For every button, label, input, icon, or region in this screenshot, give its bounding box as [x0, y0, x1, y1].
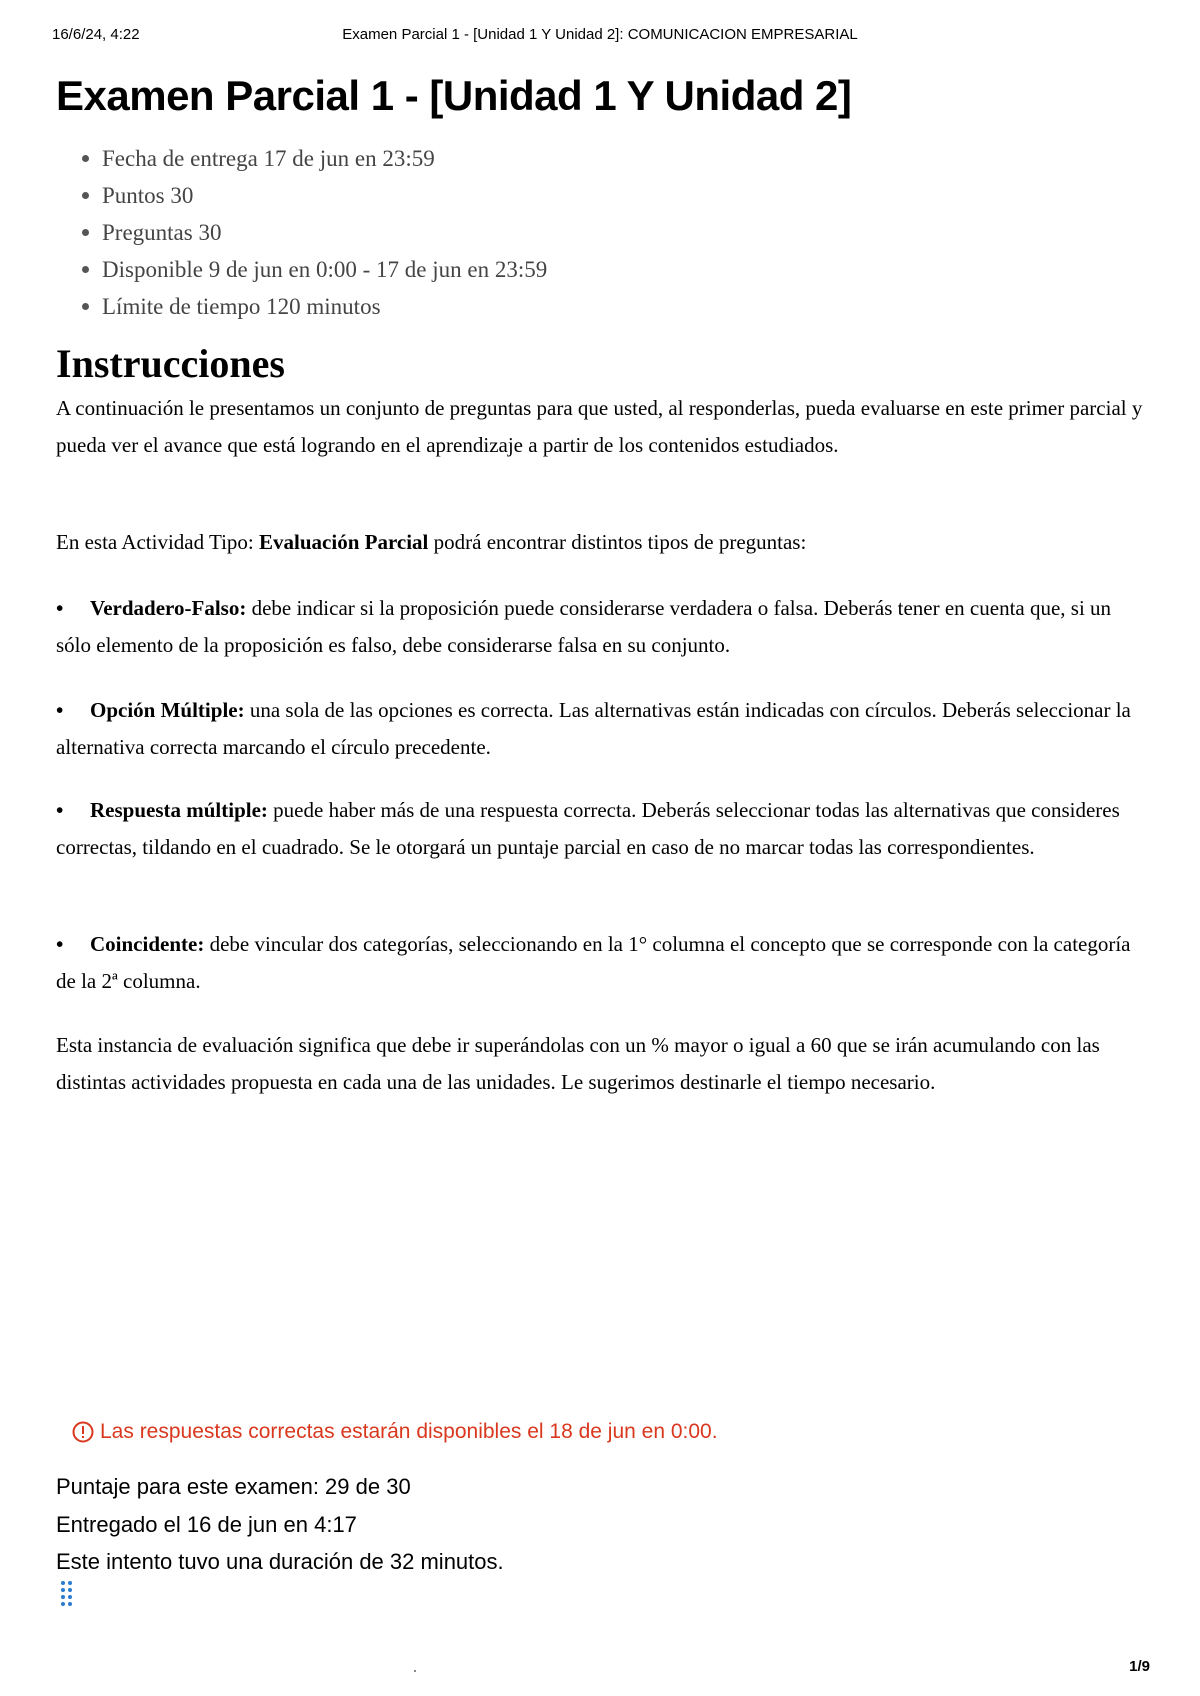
due-date: Fecha de entrega 17 de jun en 23:59: [102, 140, 547, 177]
questions-count: Preguntas 30: [102, 214, 547, 251]
instructions-intro: A continuación le presentamos un conjunto de preguntas para que usted, al responderlas, pueda evaluarse en este primer parcial y pueda ver el avance que está logrando en el aprendizaje a partir de los contenidos estudiados.: [56, 396, 1143, 457]
activity-type: [56, 524, 1146, 561]
availability: Disponible 9 de jun en 0:00 - 17 de jun en 23:59: [102, 251, 547, 288]
question-type-desc: puede haber más de una respuesta correcta. Deberás seleccionar todas las alternativas que consideres correctas, tildando en el cuadrado. Se le otorgará un puntaje parcial en caso de no marcar todas las correspondientes.: [56, 798, 1120, 859]
activity-type-suffix: podrá encontrar distintos tipos de preguntas:: [428, 530, 807, 554]
time-limit: Límite de tiempo 120 minutos: [102, 288, 547, 325]
duration-line: Este intento tuvo una duración de 32 minutos.: [56, 1549, 504, 1574]
page-title: Examen Parcial 1 - [Unidad 1 Y Unidad 2]: [56, 72, 852, 119]
points: Puntos 30: [102, 177, 547, 214]
bullet: •: [56, 698, 64, 722]
footer-dot: [414, 1670, 416, 1672]
question-type-term: Respuesta múltiple:: [90, 798, 268, 822]
bullet: •: [56, 798, 64, 822]
score-line: Puntaje para este examen: 29 de 30: [56, 1474, 411, 1499]
activity-type-prefix: En esta Actividad Tipo:: [56, 530, 260, 554]
notice-text: Las respuestas correctas estarán disponibles el 18 de jun en 0:00.: [100, 1420, 718, 1443]
question-type-term: Verdadero-Falso:: [90, 596, 247, 620]
question-type-desc: debe indicar si la proposición puede considerarse verdadera o falsa. Deberás tener en cuenta que, si un sólo elemento de la proposición es falso, debe considerarse falsa en su conjunto.: [56, 596, 1112, 657]
question-type-item: [56, 692, 1146, 766]
question-type-term: Coincidente:: [90, 932, 205, 956]
question-type-desc: debe vincular dos categorías, seleccionando en la 1° columna el concepto que se corresponde con la categoría de la 2ª columna.: [56, 932, 1131, 993]
instructions-title: Instrucciones: [56, 341, 285, 386]
bullet: •: [56, 932, 64, 956]
print-title: Examen Parcial 1 - [Unidad 1 Y Unidad 2]: COMUNICACION EMPRESARIAL: [342, 26, 858, 43]
question-type-item: [56, 926, 1146, 1000]
submitted-line: Entregado el 16 de jun en 4:17: [56, 1512, 357, 1537]
print-date: 16/6/24, 4:22: [52, 26, 140, 43]
question-type-item: [56, 792, 1146, 866]
bullet: •: [56, 596, 64, 620]
info-circle-icon: [72, 1421, 94, 1443]
question-type-desc: una sola de las opciones es correcta. Las alternativas están indicadas con círculos. Deberás seleccionar la alternativa correcta marcando el círculo precedente.: [56, 698, 1131, 759]
drag-handle-icon[interactable]: [60, 1580, 74, 1606]
page-number: 1/9: [1129, 1658, 1150, 1675]
instructions-closing: Esta instancia de evaluación significa que debe ir superándolas con un % mayor o igual a 60 que se irán acumulando con las distintas actividades propuesta en cada una de las unidades. Le sugerimos destinarle el tiempo necesario.: [56, 1033, 1100, 1094]
question-type-term: Opción Múltiple:: [90, 698, 245, 722]
quiz-details: [102, 140, 547, 325]
question-type-item: [56, 590, 1146, 664]
activity-type-name: Evaluación Parcial: [259, 530, 429, 554]
answers-availability-notice: [72, 1420, 718, 1444]
